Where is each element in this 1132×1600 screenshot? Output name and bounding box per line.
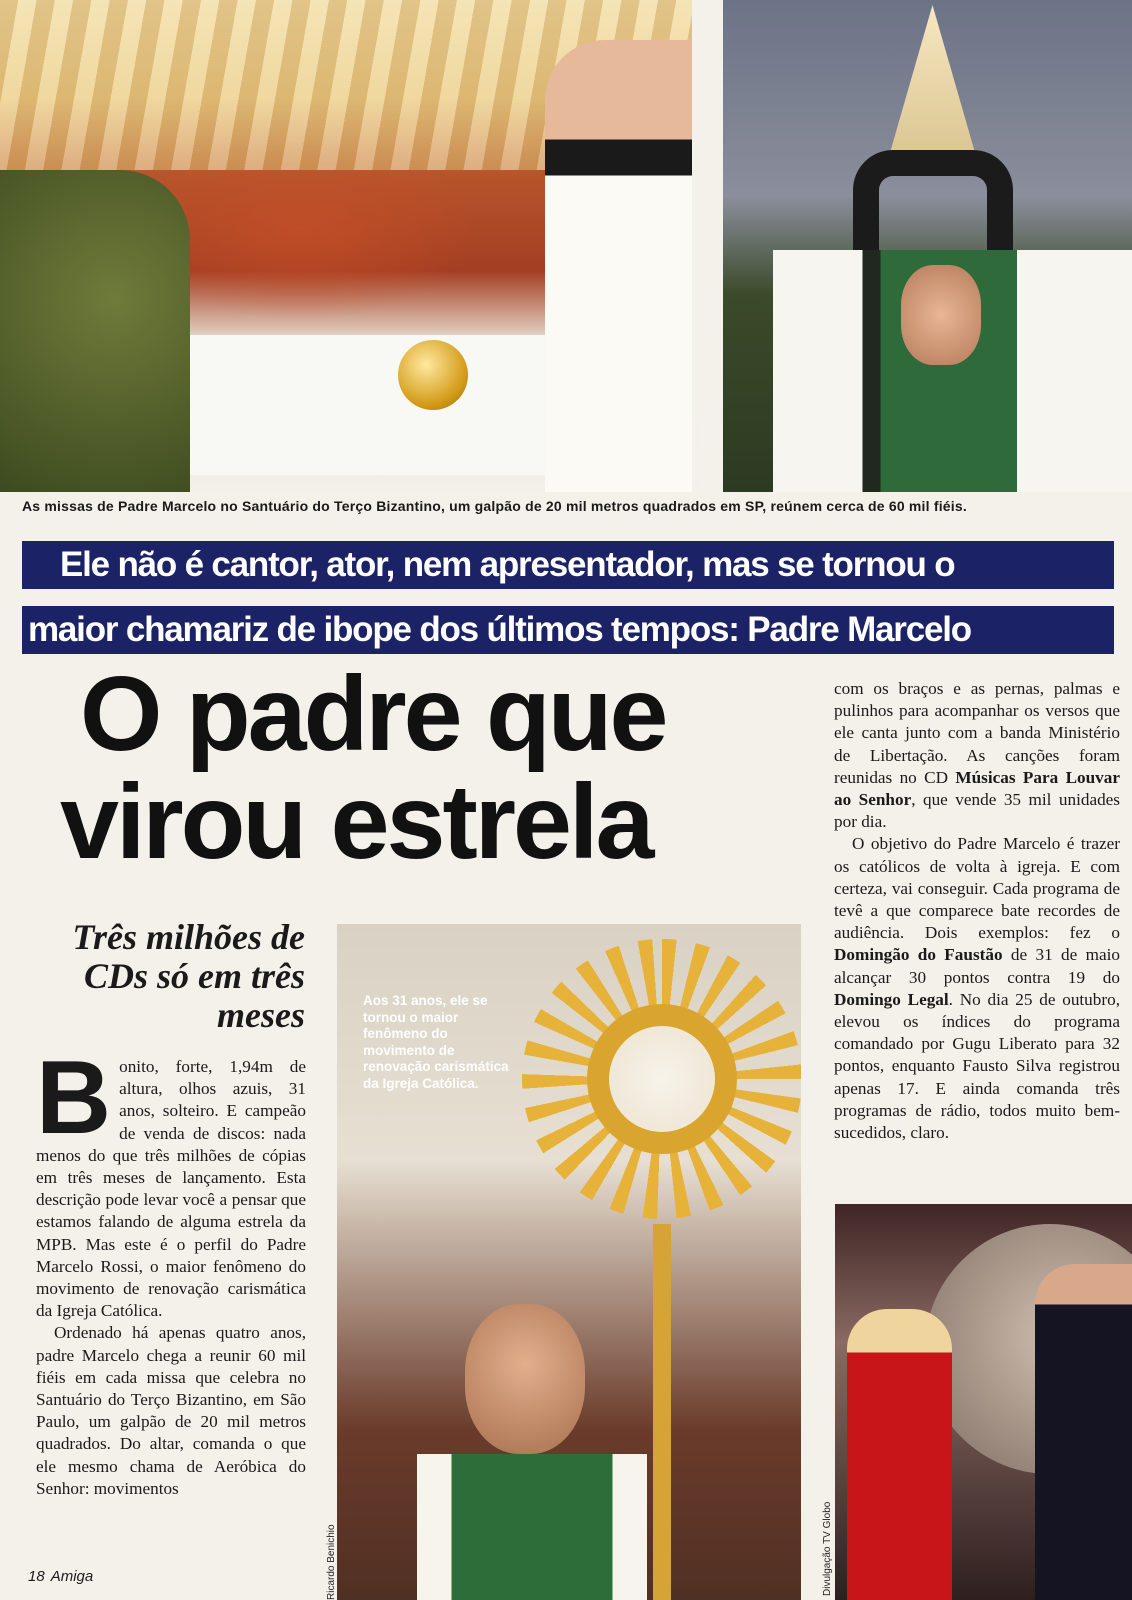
body-paragraph [36,1040,306,1322]
photo-credit-raise: Ricardo Benichio [693,412,704,488]
page-number: 18 [28,1568,45,1585]
inset-photo-caption: Aos 31 anos, ele se tornou o maior fenômeno do movimento de renovação carismática da Igreja Católica. [363,993,509,1091]
cd-title: Músicas Para Louvar ao Senhor [834,767,1120,810]
photo-mass-crowd [0,0,692,492]
body-text: O objetivo do Padre Marcelo é trazer os católicos de volta à igreja. E com certeza, vai conseguir. Cada programa de tevê a que comparece bate recordes de audiência. Dois exemplos: fez o [834,834,1120,943]
kicker-text-1: Ele não é cantor, ator, nem apresentador, mas se tornou o [60,545,955,584]
tv-show-name: Domingo Legal [834,989,949,1009]
photo-credit-stage: Divulgação TV Globo [822,1501,833,1596]
photo-priest-head [465,1304,585,1454]
magazine-name: Amiga [50,1568,94,1585]
tv-show-name: Domingão do Faustão [834,945,1003,965]
photo-robe [0,170,190,492]
photo-woman-red-dress [847,1309,952,1600]
top-photo-caption: As missas de Padre Marcelo no Santuário do Terço Bizantino, um galpão de 20 mil metros quadrados em SP, reúnem cerca de 60 mil fiéis. [22,498,967,514]
body-paragraph [834,678,1120,833]
photo-monstrance-stem [653,1224,671,1600]
body-column-right [834,678,1120,1144]
photo-face [901,265,981,365]
kicker-text-2: maior chamariz de ibope dos últimos tempos: Padre Marcelo [28,610,971,649]
headline-line-2: virou estrela [60,763,652,881]
article-subhead: Três milhões de CDs só em três meses [72,917,305,1035]
photo-paten [398,340,468,410]
body-text: , que vende 35 mil unidades por dia. [834,790,1120,832]
body-paragraph [834,833,1120,1144]
photo-credit-monstrance: Ricardo Benichio [326,1524,337,1600]
body-text: . No dia 25 de outubro, elevou os índices do programa comandado por Gugu Liberato para 32 pontos, enquanto Fausto Silva registrou apenas 17. E ainda comanda três programas de rádio, todos muito bem-sucedidos, claro. [834,989,1120,1143]
body-column-left [36,1040,306,1500]
photo-priest [545,40,692,492]
kicker-line-2 [22,606,1114,654]
photo-statue [885,5,980,170]
photo-monstrance-ring [587,1004,737,1154]
photo-man-suit [1035,1264,1132,1600]
photo-tv-stage [835,1204,1132,1600]
photo-altar [190,335,550,475]
article-headline [60,655,820,881]
body-text: onito, forte, 1,94m de altura, olhos azuis, 31 anos, solteiro. E campeão de venda de discos: nada menos do que três milhões de cópias em três meses de lançamento. Esta descrição pode levar você a pensar que estamos falando de alguma estrela da MPB. Mas este é o perfil do Padre Marcelo Rossi, o maior fenômeno do movimento de renovação carismática da Igreja Católica. [36,1057,306,1321]
body-text: com os braços e as pernas, palmas e pulinhos para acompanhar os versos que ele canta junto com a banda Ministério de Libertação. As canções foram reunidas no CD [834,679,1120,787]
body-paragraph: Ordenado há apenas quatro anos, padre Marcelo chega a reunir 60 mil fiéis em cada missa que celebra no Santuário do Terço Bizantino, em São Paulo, um galpão de 20 mil metros quadrados. Do altar, comanda o que ele mesmo chama de Aeróbica do Senhor: movimentos [36,1323,306,1498]
body-text: de 31 de maio alcançar 30 pontos contra 19 do [834,945,1120,987]
photo-priest-raising-statue [723,0,1132,492]
headline-line-1: O padre que [80,655,666,773]
page-folio [28,1568,93,1585]
kicker-line-1 [22,541,1114,589]
drop-cap: B [36,1040,112,1156]
photo-priest-stole [417,1454,647,1600]
